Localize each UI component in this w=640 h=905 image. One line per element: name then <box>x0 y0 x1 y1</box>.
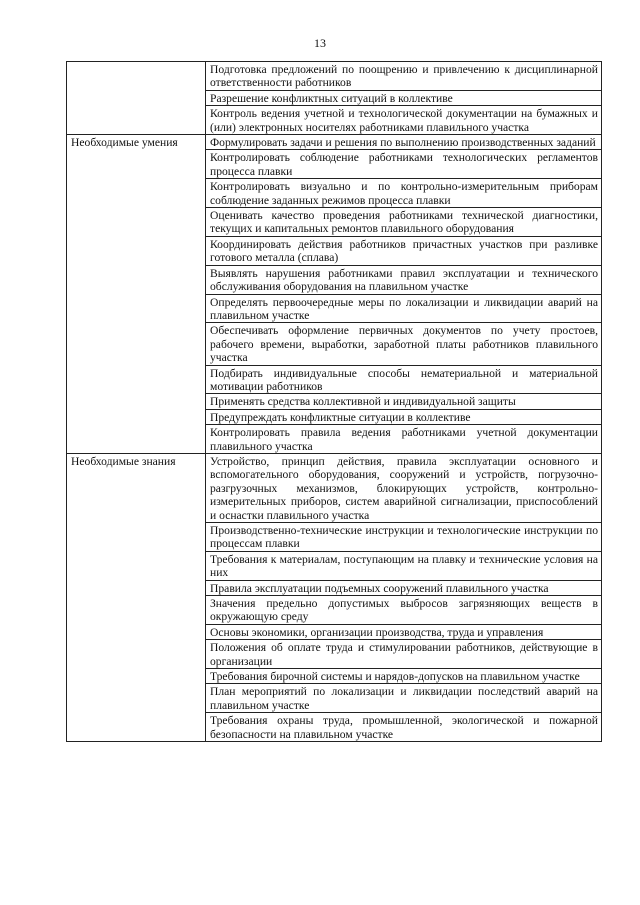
table-row <box>67 135 602 150</box>
table-cell-item: Координировать действия работников причастных участков при разливке готового металла (сплава) <box>206 236 602 265</box>
section-label: Необходимые умения <box>67 135 206 454</box>
table-cell-item: Требования бирочной системы и нарядов-допусков на плавильном участке <box>206 669 602 684</box>
table-cell-item: Определять первоочередные меры по локализации и ликвидации аварий на плавильном участке <box>206 294 602 323</box>
table-cell-item: Формулировать задачи и решения по выполнению производственных заданий <box>206 135 602 150</box>
table-cell-item: Требования к материалам, поступающим на плавку и технические условия на них <box>206 551 602 580</box>
table-cell-item: Основы экономики, организации производства, труда и управления <box>206 624 602 639</box>
section-label <box>67 62 206 135</box>
table-cell-item: Устройство, принцип действия, правила эксплуатации основного и вспомогательного оборудования, сооружений и устройств, погрузочно-разгрузочных механизмов, блокирующих устройств, контрольно-измерительных приборов, систем аварийной сигнализации, приспособлений и оснастки плавильного участка <box>206 453 602 522</box>
table-row <box>67 453 602 522</box>
table-cell-item: Предупреждать конфликтные ситуации в коллективе <box>206 409 602 424</box>
table-cell-item: Контролировать соблюдение работниками технологических регламентов процесса плавки <box>206 150 602 179</box>
table-cell-item: Подготовка предложений по поощрению и привлечению к дисциплинарной ответственности работников <box>206 62 602 91</box>
table-cell-item: Разрешение конфликтных ситуаций в коллективе <box>206 90 602 105</box>
table-row <box>67 62 602 91</box>
table-body <box>67 62 602 742</box>
table-cell-item: Применять средства коллективной и индивидуальной защиты <box>206 394 602 409</box>
table-cell-item: Подбирать индивидуальные способы нематериальной и материальной мотивации работников <box>206 365 602 394</box>
table-cell-item: Положения об оплате труда и стимулировании работников, действующие в организации <box>206 640 602 669</box>
table-cell-item: План мероприятий по локализации и ликвидации последствий аварий на плавильном участке <box>206 684 602 713</box>
table-cell-item: Производственно-технические инструкции и технологические инструкции по процессам плавки <box>206 523 602 552</box>
section-label: Необходимые знания <box>67 453 206 741</box>
table-cell-item: Выявлять нарушения работниками правил эксплуатации и технического обслуживания оборудования на плавильном участке <box>206 265 602 294</box>
table-cell-item: Значения предельно допустимых выбросов загрязняющих веществ в окружающую среду <box>206 596 602 625</box>
competency-table <box>66 61 602 742</box>
table-cell-item: Оценивать качество проведения работниками технической диагностики, текущих и капитальных ремонтов плавильного оборудования <box>206 208 602 237</box>
table-cell-item: Контроль ведения учетной и технологической документации на бумажных и (или) электронных носителях работниками плавильного участка <box>206 106 602 135</box>
table-cell-item: Контролировать правила ведения работниками учетной документации плавильного участка <box>206 425 602 454</box>
table-cell-item: Контролировать визуально и по контрольно-измерительным приборам соблюдение заданных режимов процесса плавки <box>206 179 602 208</box>
table-cell-item: Требования охраны труда, промышленной, экологической и пожарной безопасности на плавильном участке <box>206 713 602 742</box>
page-number: 13 <box>314 36 326 50</box>
table-cell-item: Правила эксплуатации подъемных сооружений плавильного участка <box>206 580 602 595</box>
table-cell-item: Обеспечивать оформление первичных документов по учету простоев, рабочего времени, выработки, заработной платы работников плавильного участка <box>206 323 602 365</box>
